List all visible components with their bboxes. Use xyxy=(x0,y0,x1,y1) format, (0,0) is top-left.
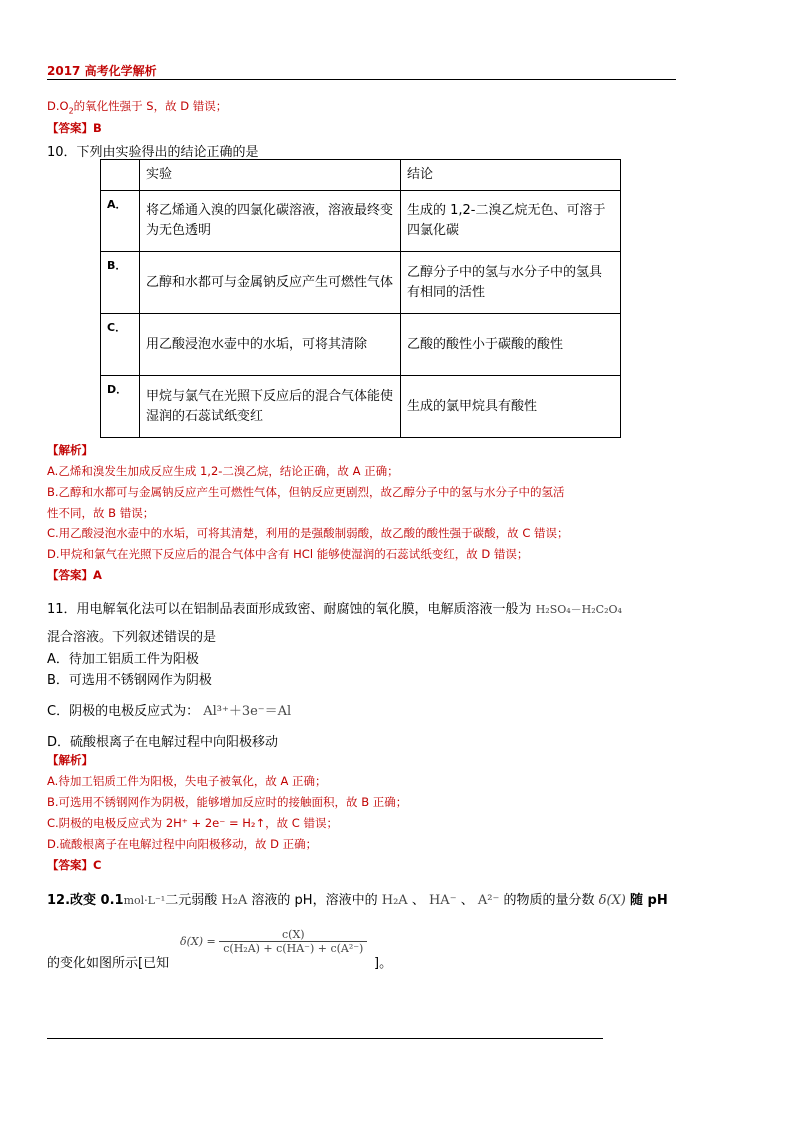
q11-option-c-line xyxy=(47,700,291,719)
q11-analysis-c: C.阴极的电极反应式为 2H⁺ + 2e⁻ = H₂↑，故 C 错误； xyxy=(47,816,338,830)
q10-row-a xyxy=(101,191,621,252)
prev-option-d xyxy=(47,98,227,115)
q12-sep: 、 xyxy=(411,893,425,908)
q12-acid: H₂A xyxy=(221,893,248,908)
prev-d-rest: 的氧化性强于 S，故 D 错误； xyxy=(73,99,228,113)
q11-analysis-title: 【解析】 xyxy=(47,753,93,767)
q11-analysis-d: D.硫酸根离子在电解过程中向阳极移动，故 D 正确； xyxy=(47,837,318,851)
q10-row-c xyxy=(101,314,621,376)
q12-species-2: HA⁻ xyxy=(428,893,457,908)
q10-row-c-label: C． xyxy=(101,314,140,376)
q10-row-d-conclusion: 生成的氯甲烷具有酸性 xyxy=(401,376,621,438)
q10-row-a-conclusion: 生成的 1,2-二溴乙烷无色、可溶于四氯化碳 xyxy=(401,191,621,252)
q11-option-b: B．可选用不锈钢网作为阴极 xyxy=(47,673,212,688)
q12-delta: δ(X) xyxy=(598,893,626,908)
q10-analysis-a: A.乙烯和溴发生加成反应生成 1,2-二溴乙烷，结论正确，故 A 正确； xyxy=(47,464,399,478)
q10-stem: 10．下列由实验得出的结论正确的是 xyxy=(47,145,259,160)
q10-answer: 【答案】A xyxy=(47,568,102,582)
q10-row-a-label: A． xyxy=(101,191,140,252)
q12-lead: 12.改变 0.1 xyxy=(47,893,124,908)
q12-frac-den: c(H₂A) + c(HA⁻) + c(A²⁻) xyxy=(223,942,364,955)
q12-species-3: A²⁻ xyxy=(477,893,500,908)
q12-mid3: 的物质的量分数 xyxy=(503,893,595,908)
q10-row-b xyxy=(101,252,621,314)
q10-row-c-experiment: 用乙酸浸泡水壶中的水垢，可将其清除 xyxy=(140,314,401,376)
q10-row-c-conclusion: 乙酸的酸性小于碳酸的酸性 xyxy=(401,314,621,376)
q10-row-b-conclusion: 乙醇分子中的氢与水分子中的氢具有相同的活性 xyxy=(401,252,621,314)
header-rule xyxy=(47,79,676,80)
q12-tail: 随 pH xyxy=(630,893,668,908)
q11-analysis-a: A.待加工铝质工件为阳极，失电子被氧化，故 A 正确； xyxy=(47,774,327,788)
q11-option-d: D．硫酸根离子在电解过程中向阳极移动 xyxy=(47,735,279,750)
prev-answer: 【答案】B xyxy=(47,121,102,135)
q11-option-c-formula: Al³⁺＋3e⁻＝Al xyxy=(203,704,292,719)
q10-table xyxy=(100,159,621,438)
q10-row-a-experiment: 将乙烯通入溴的四氯化碳溶液，溶液最终变为无色透明 xyxy=(140,191,401,252)
q11-answer: 【答案】C xyxy=(47,858,102,872)
q10-row-d-experiment: 甲烷与氯气在光照下反应后的混合气体能使湿润的石蕊试纸变红 xyxy=(140,376,401,438)
q10-analysis-c: C.用乙酸浸泡水壶中的水垢，可将其清楚，利用的是强酸制弱酸，故乙酸的酸性强于碳酸，故 C 错误； xyxy=(47,526,569,540)
q11-stem-2: 混合溶液。下列叙述错误的是 xyxy=(47,630,217,645)
q11-stem-line1 xyxy=(47,598,622,617)
q12-line2: 的变化如图所示[已知 xyxy=(47,956,170,971)
q10-analysis-title: 【解析】 xyxy=(47,443,93,457)
q10-header-conclusion: 结论 xyxy=(401,160,621,191)
q12-frac xyxy=(219,928,367,955)
q11-stem-1: 11．用电解氧化法可以在铝制品表面形成致密、耐腐蚀的氧化膜，电解质溶液一般为 xyxy=(47,602,532,617)
header-title: 2017 高考化学解析 xyxy=(47,64,157,78)
q12-line2-end: ]。 xyxy=(374,956,393,971)
q10-analysis-b: B.乙醇和水都可与金属钠反应产生可燃性气体，但钠反应更剧烈，故乙醇分子中的氢与水分子中的氢活 xyxy=(47,485,565,499)
q12-unit: mol·L⁻¹ xyxy=(123,894,166,907)
q10-row-b-label: B． xyxy=(101,252,140,314)
q10-row-b-experiment: 乙醇和水都可与金属钠反应产生可燃性气体 xyxy=(140,252,401,314)
q11-analysis-b: B.可选用不锈钢网作为阴极，能够增加反应时的接触面积，故 B 正确； xyxy=(47,795,408,809)
q12-mid1: 二元弱酸 xyxy=(165,893,218,908)
q10-header-blank xyxy=(101,160,140,191)
q12-frac-num: c(X) xyxy=(219,928,367,942)
q10-row-d-label: D． xyxy=(101,376,140,438)
q12-sep2: 、 xyxy=(460,893,474,908)
q12-frac-left: δ(X) = xyxy=(180,935,216,948)
q11-electrolyte-formula: H₂SO₄－H₂C₂O₄ xyxy=(535,603,622,616)
q11-option-a: A．待加工铝质工件为阳极 xyxy=(47,652,199,667)
footer-rule xyxy=(47,1038,603,1039)
q10-analysis-b-cont: 性不同，故 B 错误； xyxy=(47,506,155,520)
q12-stem-line1 xyxy=(47,889,668,908)
q12-fraction xyxy=(180,928,367,955)
q10-row-d xyxy=(101,376,621,438)
q12-species-1: H₂A xyxy=(381,893,408,908)
q10-table-header-row xyxy=(101,160,621,191)
q11-option-c: C．阴极的电极反应式为： xyxy=(47,704,200,719)
prev-d-line: D.O xyxy=(47,99,69,113)
prev-d-sub: 2 xyxy=(68,106,74,116)
q10-analysis-d: D.甲烷和氯气在光照下反应后的混合气体中含有 HCl 能够使湿润的石蕊试纸变红，故 D 错误； xyxy=(47,547,529,561)
q12-mid2: 溶液的 pH，溶液中的 xyxy=(251,893,378,908)
q10-header-experiment: 实验 xyxy=(140,160,401,191)
